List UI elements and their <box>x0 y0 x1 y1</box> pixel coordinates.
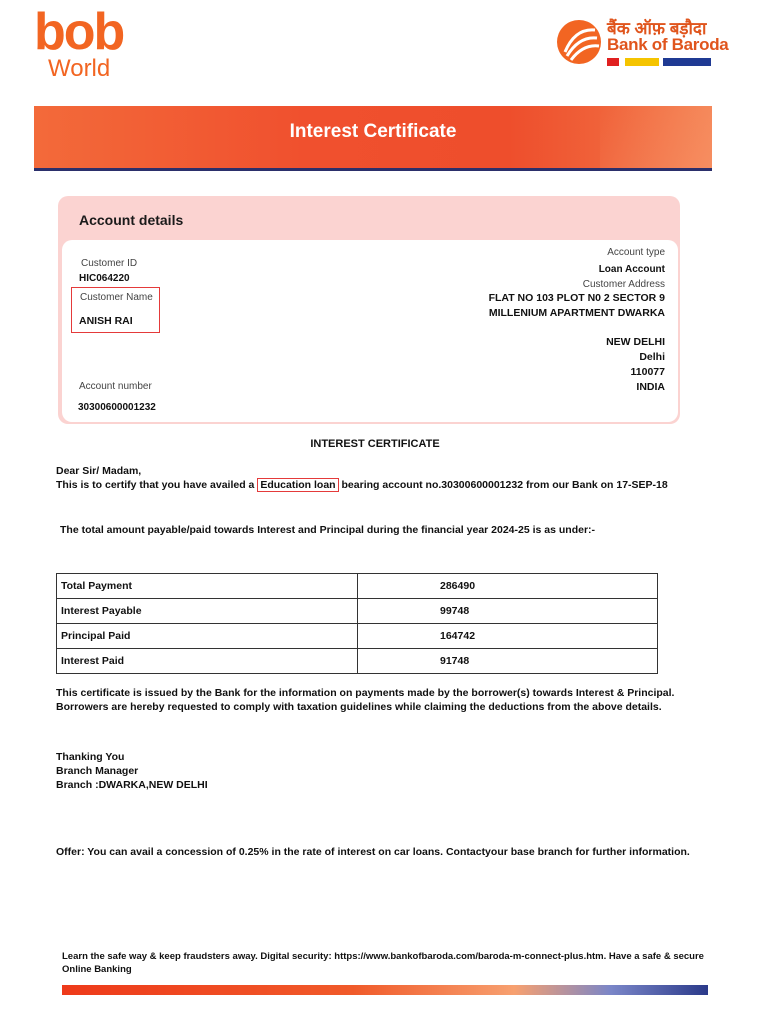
greeting: Dear Sir/ Madam, <box>56 465 142 477</box>
bank-affiliates-strip <box>607 58 711 66</box>
table-row <box>57 574 658 599</box>
row-label: Total Payment <box>57 574 358 599</box>
account-number-value: 30300600001232 <box>78 402 156 413</box>
address-line-1: FLAT NO 103 PLOT N0 2 SECTOR 9 <box>488 292 665 304</box>
footer-security-note: Learn the safe way & keep fraudsters away. Digital security: https://www.bankofbaroda.com/baroda-m-connect-plus.htm. Have a safe & secure Online Banking <box>62 951 704 975</box>
row-label: Principal Paid <box>57 624 358 649</box>
page-title: Interest Certificate <box>289 121 457 142</box>
account-type-value: Loan Account <box>598 264 665 275</box>
address-line-6: INDIA <box>636 381 665 393</box>
row-value: 286490 <box>358 574 658 599</box>
offer-text: Offer: You can avail a concession of 0.25% in the rate of interest on car loans. Contactyour base branch for further information. <box>56 846 690 858</box>
row-value: 164742 <box>358 624 658 649</box>
customer-id-label: Customer ID <box>81 258 138 269</box>
bob-logo-text: bob <box>34 3 124 61</box>
signatory: Branch Manager <box>56 765 139 777</box>
table-row <box>57 649 658 674</box>
branch-name: Branch :DWARKA,NEW DELHI <box>56 779 208 791</box>
note-line-1: This certificate is issued by the Bank for the information on payments made by the borrower(s) towards Interest & Principal. <box>56 687 675 699</box>
customer-id-value: HIC064220 <box>79 273 130 284</box>
payment-table <box>56 573 658 674</box>
address-line-5: 110077 <box>630 366 665 378</box>
row-label: Interest Paid <box>57 649 358 674</box>
customer-address-label: Customer Address <box>582 279 665 290</box>
account-type-label: Account type <box>607 247 665 258</box>
baroda-sun-icon <box>555 18 603 66</box>
row-value: 99748 <box>358 599 658 624</box>
customer-name-value: ANISH RAI <box>79 315 133 327</box>
row-value: 91748 <box>358 649 658 674</box>
thanking-you: Thanking You <box>56 751 125 763</box>
loan-type-highlight: Education loan <box>257 478 338 492</box>
address-line-3: NEW DELHI <box>606 336 665 348</box>
world-logo-text: World <box>48 55 111 82</box>
account-number-label: Account number <box>79 381 152 392</box>
address-line-2: MILLENIUM APARTMENT DWARKA <box>488 307 665 319</box>
table-row <box>57 624 658 649</box>
bob-world-logo <box>34 3 124 82</box>
account-details-title: Account details <box>79 212 184 228</box>
certify-suffix: bearing account no.30300600001232 from our Bank on 17-SEP-18 <box>341 479 668 491</box>
table-row <box>57 599 658 624</box>
banner-divider <box>34 168 712 171</box>
certify-line <box>56 479 668 491</box>
certificate-heading: INTEREST CERTIFICATE <box>310 438 440 450</box>
footer-bar <box>62 985 708 995</box>
row-label: Interest Payable <box>57 599 358 624</box>
bank-name-hindi: बैंक ऑफ़ बड़ौदा <box>607 19 707 38</box>
certify-prefix: This is to certify that you have availed a <box>56 479 255 491</box>
summary-line: The total amount payable/paid towards Interest and Principal during the financial year 2024-25 is as under:- <box>60 524 596 536</box>
customer-name-label: Customer Name <box>80 292 153 303</box>
bank-name-english: Bank of Baroda <box>607 35 729 54</box>
note-line-2: Borrowers are hereby requested to comply with taxation guidelines while claiming the deductions from the above details. <box>56 701 662 713</box>
bank-of-baroda-logo <box>555 16 729 72</box>
address-line-4: Delhi <box>639 351 665 363</box>
